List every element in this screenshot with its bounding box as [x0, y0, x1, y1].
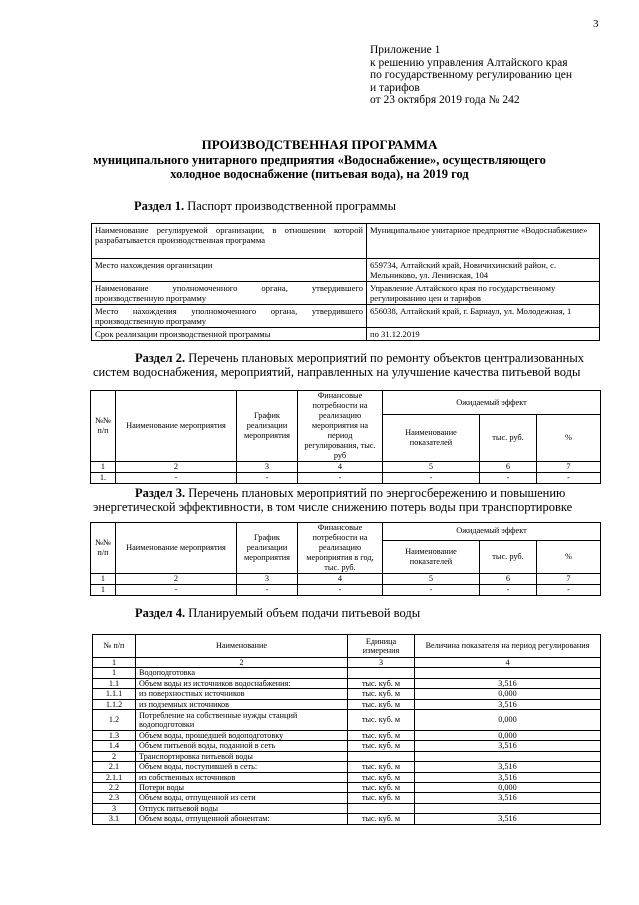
table-cell: - — [480, 585, 537, 596]
table-cell: - — [116, 473, 237, 484]
table-cell: 3,516 — [415, 678, 601, 688]
table-row — [93, 678, 601, 688]
section3-heading — [135, 486, 565, 501]
table-row — [93, 814, 601, 824]
section-label: Раздел 1. — [134, 199, 185, 213]
table-row — [93, 762, 601, 772]
section-label: Раздел 2. — [135, 351, 186, 365]
table-header: Ожидаемый эффект — [383, 523, 601, 541]
table-cell: 1 — [93, 668, 136, 678]
table-cell: Потери воды — [136, 783, 348, 793]
table-cell: 2.1 — [93, 762, 136, 772]
table-cell: - — [383, 585, 480, 596]
table-cell: 1.2 — [93, 710, 136, 731]
table-header: Ожидаемый эффект — [383, 391, 601, 415]
appendix-line: от 23 октября 2019 года № 242 — [370, 94, 520, 107]
table-cell: 2 — [116, 574, 237, 585]
table-header: Наименование показателей — [383, 415, 480, 462]
table-cell: 2.2 — [93, 783, 136, 793]
table-cell: Отпуск питьевой воды — [136, 803, 348, 813]
repair-measures-table — [90, 390, 601, 484]
table-cell: 1 — [91, 462, 116, 473]
table-cell: 1 — [93, 658, 136, 668]
table-header: Наименование мероприятия — [116, 523, 237, 574]
energy-saving-table — [90, 522, 601, 596]
table-cell: Управление Алтайского края по государственному регулированию цен и тарифов — [367, 282, 600, 305]
table-cell: Наименование регулируемой организации, в отношении которой разрабатывается производственная программа — [92, 224, 367, 259]
table-row — [93, 783, 601, 793]
table-row — [93, 741, 601, 751]
table-cell: 3.1 — [93, 814, 136, 824]
table-cell: 3,516 — [415, 699, 601, 709]
table-cell: 3 — [348, 658, 415, 668]
table-cell: Муниципальное унитарное предприятие «Водоснабжение» — [367, 224, 600, 259]
table-cell: 1 — [91, 585, 116, 596]
table-cell: 2.3 — [93, 793, 136, 803]
water-supply-volume-table — [92, 634, 601, 825]
section-title: Паспорт производственной программы — [184, 199, 396, 213]
table-cell: тыс. куб. м — [348, 710, 415, 731]
table-cell: 1. — [91, 473, 116, 484]
table-row — [93, 658, 601, 668]
table-cell: 4 — [415, 658, 601, 668]
table-cell: Объем воды, прошедшей водоподготовку — [136, 731, 348, 741]
table-cell: тыс. куб. м — [348, 762, 415, 772]
table-cell: 3,516 — [415, 772, 601, 782]
table-cell: Наименование уполномоченного органа, утвердившего производственную программу — [92, 282, 367, 305]
table-cell: 1.1.1 — [93, 689, 136, 699]
table-row — [93, 751, 601, 761]
table-cell: 0,000 — [415, 731, 601, 741]
table-cell: Объем воды, отпущенной из сети — [136, 793, 348, 803]
table-cell: Место нахождения уполномоченного органа, утвердившего производственную программу — [92, 305, 367, 328]
table-cell: - — [298, 473, 383, 484]
passport-table — [91, 223, 600, 341]
table-cell: Потребление на собственные нужды станций водоподготовки — [136, 710, 348, 731]
table-header: % — [537, 540, 601, 573]
table-header: Единица измерения — [348, 635, 415, 658]
table-row — [91, 523, 601, 541]
table-header: тыс. руб. — [480, 540, 537, 573]
table-cell: 3 — [237, 462, 298, 473]
section-label: Раздел 4. — [135, 606, 186, 620]
table-cell — [415, 668, 601, 678]
table-cell: 6 — [480, 574, 537, 585]
table-cell: 2 — [116, 462, 237, 473]
table-cell: 7 — [537, 574, 601, 585]
table-row — [93, 689, 601, 699]
table-row — [93, 731, 601, 741]
table-cell: тыс. куб. м — [348, 783, 415, 793]
table-cell: из подземных источников — [136, 699, 348, 709]
section4-heading — [135, 606, 420, 621]
table-header: Финансовые потребности на реализацию мероприятия на период регулирования, тыс. руб — [298, 391, 383, 462]
title-line: ПРОИЗВОДСТВЕННАЯ ПРОГРАММА — [201, 137, 438, 152]
table-row — [92, 282, 600, 305]
title-line: холодное водоснабжение (питьевая вода), на 2019 год — [170, 167, 469, 181]
table-cell: - — [480, 473, 537, 484]
table-cell: 1.1.2 — [93, 699, 136, 709]
table-cell: тыс. куб. м — [348, 814, 415, 824]
section-title: Планируемый объем подачи питьевой воды — [185, 606, 421, 620]
table-cell: 1.1 — [93, 678, 136, 688]
table-cell — [348, 803, 415, 813]
table-cell: 1.4 — [93, 741, 136, 751]
table-cell: - — [537, 473, 601, 484]
table-header: Наименование показателей — [383, 540, 480, 573]
table-row — [93, 803, 601, 813]
table-cell: 3 — [93, 803, 136, 813]
table-cell: 3,516 — [415, 762, 601, 772]
table-cell: - — [537, 585, 601, 596]
table-header: Финансовые потребности на реализацию мероприятия в год, тыс. руб. — [298, 523, 383, 574]
section3-heading-cont: энергетической эффективности, в том числе снижению потерь воды при транспортировке — [93, 500, 573, 514]
table-cell: Объем воды, поступившей в сеть: — [136, 762, 348, 772]
table-row — [93, 772, 601, 782]
table-cell: тыс. куб. м — [348, 772, 415, 782]
section-title: Перечень плановых мероприятий по ремонту объектов централизованных — [185, 351, 584, 365]
table-row — [91, 585, 601, 596]
table-cell: 1.3 — [93, 731, 136, 741]
table-cell: 2 — [93, 751, 136, 761]
table-cell: - — [298, 585, 383, 596]
appendix-note — [370, 44, 572, 107]
table-header: №№ п/п — [91, 523, 116, 574]
table-cell: 3,516 — [415, 793, 601, 803]
table-cell: 1 — [91, 574, 116, 585]
table-header: График реализации мероприятия — [237, 523, 298, 574]
table-cell — [415, 803, 601, 813]
table-cell: 4 — [298, 462, 383, 473]
appendix-line: по государственному регулированию цен — [370, 69, 573, 82]
table-header: График реализации мероприятия — [237, 391, 298, 462]
table-row — [92, 305, 600, 328]
table-cell: тыс. куб. м — [348, 793, 415, 803]
table-cell: 5 — [383, 462, 480, 473]
table-cell: Объем воды, отпущенной абонентам: — [136, 814, 348, 824]
table-cell: 2 — [136, 658, 348, 668]
table-row — [92, 328, 600, 341]
table-cell: 3,516 — [415, 814, 601, 824]
table-header: №№ п/п — [91, 391, 116, 462]
section2-heading — [135, 351, 584, 366]
section-title: Перечень плановых мероприятий по энергосбережению и повышению — [185, 486, 566, 500]
table-cell: тыс. куб. м — [348, 699, 415, 709]
table-cell: Объем воды из источников водоснабжения: — [136, 678, 348, 688]
table-cell: тыс. куб. м — [348, 741, 415, 751]
appendix-line: Приложение 1 — [370, 44, 441, 56]
table-row — [93, 699, 601, 709]
table-header: Наименование — [136, 635, 348, 658]
table-row — [93, 668, 601, 678]
table-row — [93, 635, 601, 658]
table-row — [92, 224, 600, 259]
table-header: Величина показателя на период регулирования — [415, 635, 601, 658]
document-title — [0, 138, 639, 182]
table-cell: Объем питьевой воды, поданной в сеть — [136, 741, 348, 751]
table-cell: тыс. куб. м — [348, 731, 415, 741]
table-cell: 2.1.1 — [93, 772, 136, 782]
table-cell: из поверхностных источников — [136, 689, 348, 699]
section-label: Раздел 3. — [135, 486, 186, 500]
page-number: 3 — [593, 18, 599, 30]
table-cell: тыс. куб. м — [348, 689, 415, 699]
table-header: тыс. руб. — [480, 415, 537, 462]
table-cell: тыс. куб. м — [348, 678, 415, 688]
table-cell: 7 — [537, 462, 601, 473]
table-cell: - — [237, 585, 298, 596]
table-cell: по 31.12.2019 — [367, 328, 600, 341]
table-cell: Место нахождения организации — [92, 259, 367, 282]
appendix-line: к решению управления Алтайского края — [370, 56, 568, 69]
table-cell — [348, 668, 415, 678]
table-cell: - — [383, 473, 480, 484]
section2-heading-cont: систем водоснабжения, мероприятий, направленных на улучшение качества питьевой воды — [93, 365, 581, 379]
table-cell — [348, 751, 415, 761]
appendix-line: и тарифов — [370, 81, 420, 94]
table-cell: - — [116, 585, 237, 596]
table-cell: 0,000 — [415, 783, 601, 793]
table-header: % — [537, 415, 601, 462]
table-row — [91, 574, 601, 585]
table-row — [91, 462, 601, 473]
table-cell: 3,516 — [415, 741, 601, 751]
table-row — [91, 391, 601, 415]
table-cell — [415, 751, 601, 761]
table-cell: - — [237, 473, 298, 484]
table-row — [91, 473, 601, 484]
table-cell: Транспортировка питьевой воды — [136, 751, 348, 761]
table-header: Наименование мероприятия — [116, 391, 237, 462]
table-cell: 0,000 — [415, 689, 601, 699]
table-cell: Водоподготовка — [136, 668, 348, 678]
table-cell: 5 — [383, 574, 480, 585]
table-header: № п/п — [93, 635, 136, 658]
table-cell: 659734, Алтайский край, Новичихинский район, с. Мельниково, ул. Ленинская, 104 — [367, 259, 600, 282]
table-row — [93, 710, 601, 731]
title-line: муниципального унитарного предприятия «Водоснабжение», осуществляющего — [93, 152, 546, 167]
section1-heading — [134, 199, 396, 214]
table-cell: 0,000 — [415, 710, 601, 731]
table-cell: из собственных источников — [136, 772, 348, 782]
table-row — [92, 259, 600, 282]
table-cell: 4 — [298, 574, 383, 585]
table-cell: 656038, Алтайский край, г. Барнаул, ул. Молодежная, 1 — [367, 305, 600, 328]
table-cell: Срок реализации производственной программы — [92, 328, 367, 341]
table-cell: 3 — [237, 574, 298, 585]
table-cell: 6 — [480, 462, 537, 473]
table-row — [93, 793, 601, 803]
